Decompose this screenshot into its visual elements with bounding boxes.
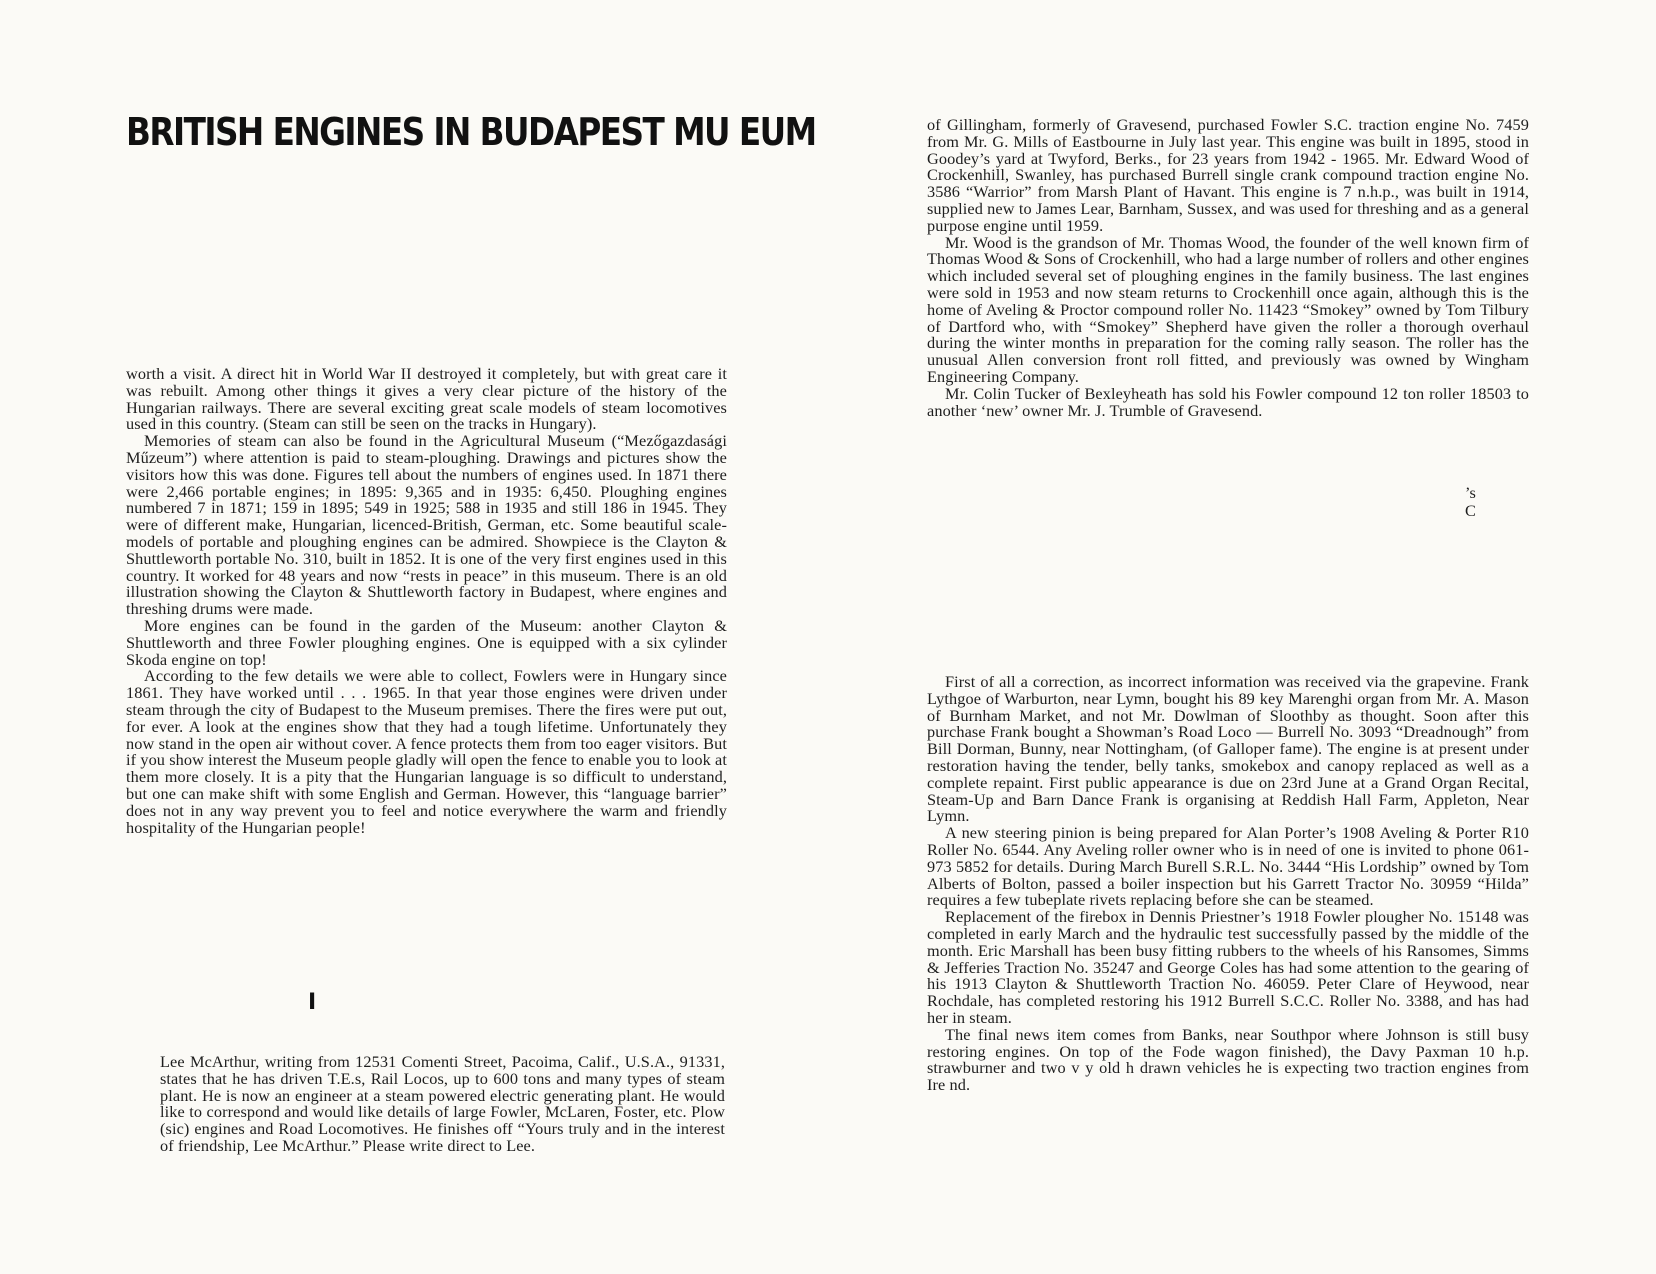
news-paragraph: Mr. Wood is the grandson of Mr. Thomas Wood, the founder of the well known firm of Thomas Wood & Sons of Crockenhill, who had a large number of rollers and other engines which included several set of ploughing engines in the family business. The last engines were sold in 1953 and now steam returns to Crockenhill once again, although this is the home of Aveling & Proctor compound roller No. 11423 “Smokey” owned by Tom Tilbury of Dartford who, with “Smokey” Shepherd have given the roller a thorough overhaul during the winter months in preparation for the coming rally season. The roller has the unusual Allen conversion front roll fitted, and previously was owned by Wingham Engineering Company. (927, 232, 1529, 386)
article-paragraph: Memories of steam can also be found in the Agricultural Museum (“Mezőgazdasági Műzeum”) where attention is paid to steam-ploughing. Drawings and pictures show the visitors how this was done. Figures tell about the numbers of engines used. In 1871 there were 2,466 portable engines; in 1895: 9,365 and in 1935: 6,450. Ploughing engines numbered 7 in 1871; 159 in 1895; 549 in 1925; 588 in 1935 and still 186 in 1945. They were of different make, Hungarian, licenced-British, German, etc. Some beautiful scale-models of portable and ploughing engines can be admired. Showpiece is the Clayton & Shuttleworth portable No. 310, built in 1852. It is one of the very first engines used in this country. It worked for 48 years and now “rests in peace” in this museum. There is an old illustration showing the Clayton & Shuttleworth factory in Budapest, where engines and threshing drums were made. (126, 431, 727, 619)
section-heading-fragment: I (308, 990, 317, 1015)
letter-paragraph: Lee McArthur, writing from 12531 Comenti Street, Pacoima, Calif., U.S.A., 91331, states that he has driven T.E.s, Rail Locos, up to 600 tons and many types of steam plant. He is now an engineer at a steam powered electric generating plant. He would like to correspond and would like details of large Fowler, McLaren, Foster, etc. Plow (sic) engines and Road Locomotives. He finishes off “Yours truly and in the interest of friendship, Lee McArthur.” Please write direct to Lee. (160, 1052, 725, 1155)
news-paragraph: A new steering pinion is being prepared for Alan Porter’s 1908 Aveling & Porter R10 Roller No. 6544. Any Aveling roller owner who is in need of one is invited to phone 061-973 5852 for details. During March Burell S.R.L. No. 3444 “His Lordship” owned by Tom Alberts of Bolton, passed a boiler inspection but his Garrett Tractor No. 30959 “Hilda” requires a few tubeplate rivets replacing before she can be steamed. (927, 823, 1529, 910)
letter-from-lee-mcarthur (160, 1054, 725, 1155)
article-paragraph: More engines can be found in the garden of the Museum: another Clayton & Shuttleworth and three Fowler ploughing engines. One is equipped with a six cylinder Skoda engine on top! (126, 615, 727, 669)
heading-fragment: ’s (1465, 483, 1476, 502)
heading-fragment: C (1465, 501, 1476, 520)
budapest-article-body (126, 366, 727, 836)
article-paragraph: worth a visit. A direct hit in World War II destroyed it completely, but with great care it was rebuilt. Among other things it gives a very clear picture of the history of the Hungarian railways. There are several exciting great scale models of steam locomotives used in this country. (Steam can still be seen on the tracks in Hungary). (126, 364, 727, 434)
news-column-top (927, 117, 1529, 419)
news-paragraph: of Gillingham, formerly of Gravesend, purchased Fowler S.C. traction engine No. 7459 from Mr. G. Mills of Eastbourne in July last year. This engine was built in 1895, stood in Goodey’s yard at Twyford, Berks., for 23 years from 1942 - 1965. Mr. Edward Wood of Crockenhill, Swanley, has purchased Burrell single crank compound traction engine No. 3586 “Warrior” from Marsh Plant of Havant. This engine is 7 n.h.p., was built in 1914, supplied new to James Lear, Barnham, Sussex, and was used for threshing and as a general purpose engine until 1959. (927, 115, 1529, 235)
news-paragraph: Mr. Colin Tucker of Bexleyheath has sold his Fowler compound 12 ton roller 18503 to another ‘new’ owner Mr. J. Trumble of Gravesend. (927, 383, 1529, 420)
news-paragraph: First of all a correction, as incorrect information was received via the grapevine. Frank Lythgoe of Warburton, near Lymn, bought his 89 key Marenghi organ from Mr. A. Mason of Burnham Market, and not Mr. Dowlman of Sloothby as thought. Soon after this purchase Frank bought a Showman’s Road Loco — Burrell No. 3093 “Dreadnough” from Bill Dorman, Bunny, near Nottingham, (of Galloper fame). The engine is at present under restoration having the tender, belly tanks, smokebox and canopy replaced as well as a complete repaint. First public appearance is due on 23rd June at a Grand Organ Recital, Steam-Up and Barn Dance Frank is organising at Reddish Hall Farm, Appleton, Near Lymn. (927, 672, 1529, 826)
article-title: BRITISH ENGINES IN BUDAPEST MU EUM (126, 110, 816, 154)
article-paragraph: According to the few details we were able to collect, Fowlers were in Hungary since 1861. They have worked until . . . 1965. In that year those engines were driven under steam through the city of Budapest to the Museum premises. There the fires were put out, for ever. A look at the engines show that they had a tough lifetime. Unfortunately they now stand in the open air without cover. A fence protects them from too eager visitors. But if you show interest the Museum people gladly will open the fence to enable you to look at them more closely. It is a pity that the Hungarian language is so difficult to understand, but one can make shift with some English and German. However, this “language barrier” does not in any way prevent you to feel and notice everywhere the warm and friendly hospitality of the Hungarian people! (126, 666, 727, 837)
news-column-bottom (927, 674, 1529, 1094)
news-paragraph: Replacement of the firebox in Dennis Priestner’s 1918 Fowler plougher No. 15148 was completed in early March and the hydraulic test successfully passed by the middle of the month. Eric Marshall has been busy fitting rubbers to the wheels of his Ransomes, Simms & Jefferies Traction No. 35247 and George Coles has had some attention to the gearing of his 1913 Clayton & Shuttleworth Traction No. 46059. Peter Clare of Heywood, near Rochdale, has completed restoring his 1912 Burrell S.C.C. Roller No. 3388, and has had her in steam. (927, 907, 1529, 1027)
news-paragraph: The final news item comes from Banks, near Southpor where Johnson is still busy restoring engines. On top of the Fode wagon finished), the Davy Paxman 10 h.p. strawburner and two v y old h drawn vehicles he is expecting two traction engines from Ire nd. (927, 1024, 1529, 1095)
